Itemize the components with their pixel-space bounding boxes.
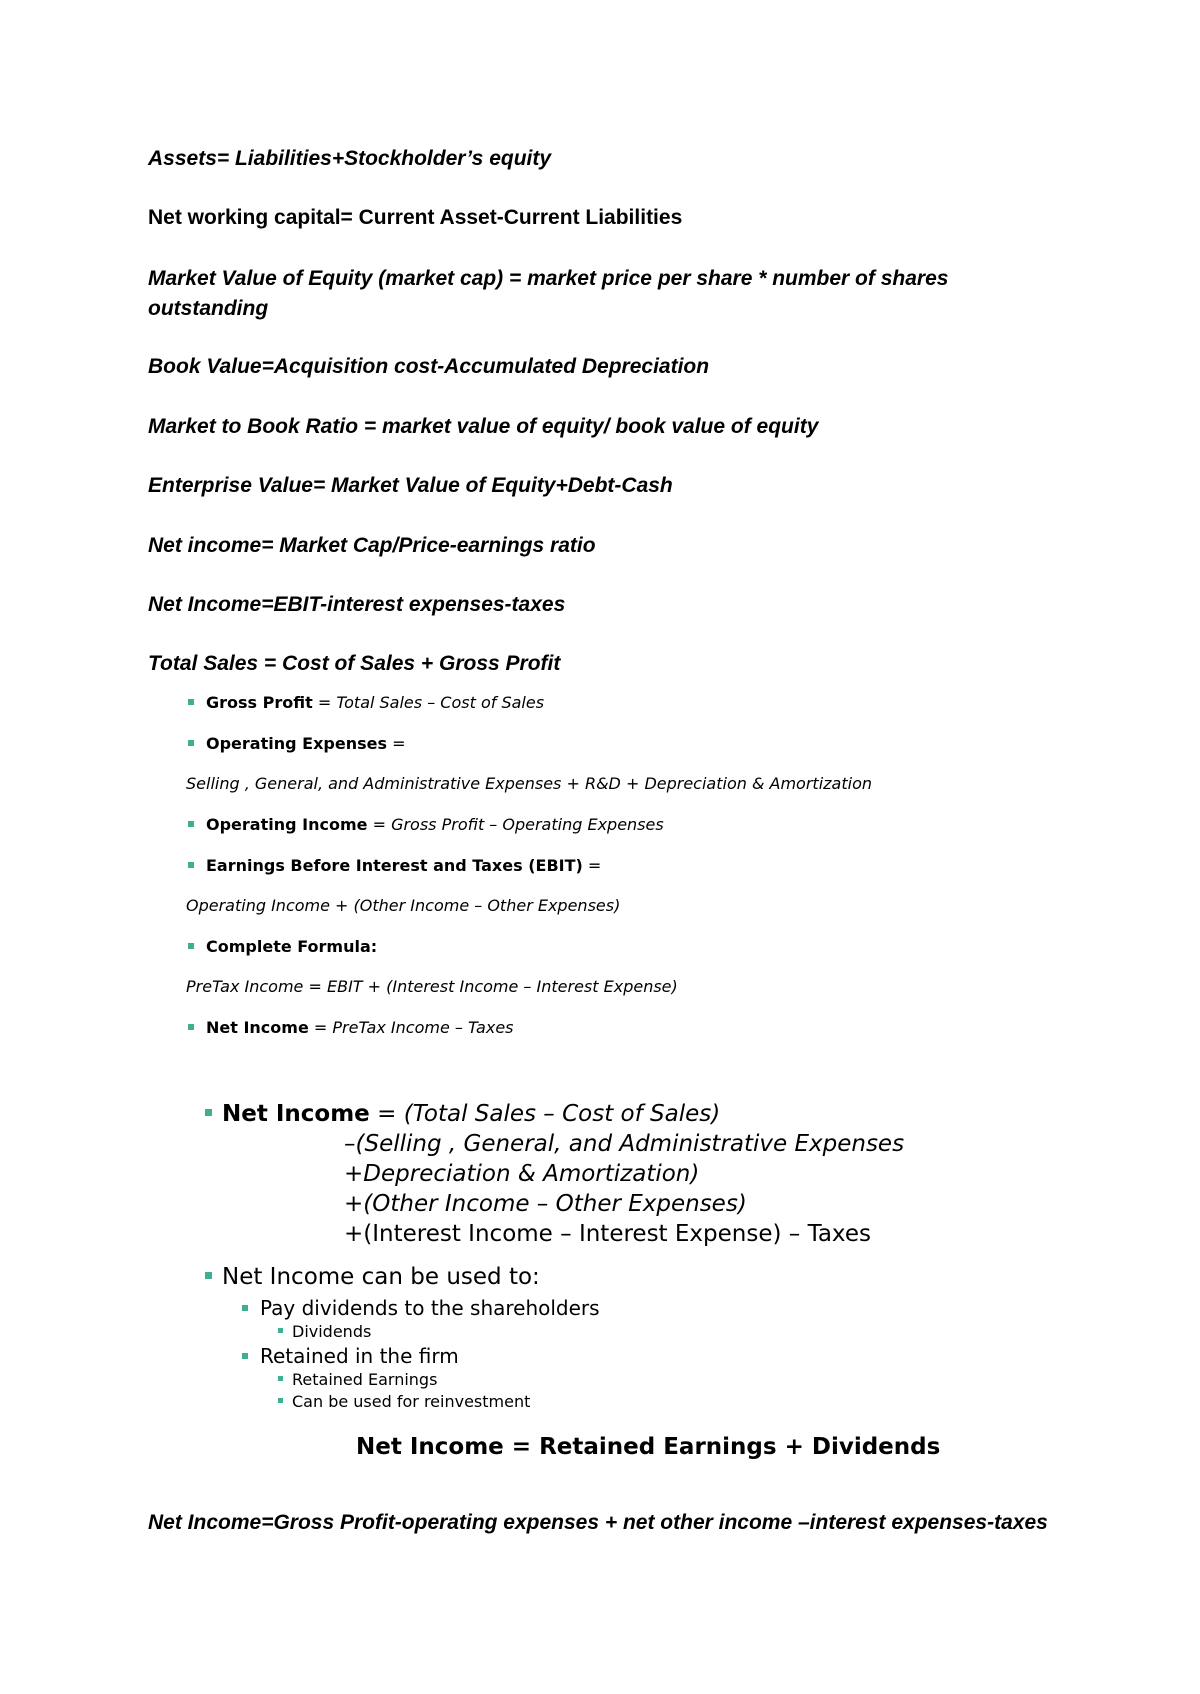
summary-equation: Net Income = Retained Earnings + Dividends (356, 1434, 941, 1460)
bullet-icon (242, 1305, 248, 1311)
formula-market-to-book: Market to Book Ratio = market value of equity/ book value of equity (148, 415, 819, 438)
uses-subitem-dividends: Dividends (278, 1321, 371, 1343)
formula-book-value: Book Value=Acquisition cost-Accumulated Depreciation (148, 355, 710, 378)
list-item-gross-profit: Gross Profit = Total Sales – Cost of Sales (188, 692, 544, 714)
uses-subitem-reinvestment: Can be used for reinvestment (278, 1391, 530, 1413)
list-item-net-income: Net Income = PreTax Income – Taxes (188, 1017, 514, 1039)
pretax-income-definition: PreTax Income = EBIT + (Interest Income – Interest Expense) (186, 977, 678, 996)
bullet-icon (188, 740, 194, 746)
full-net-income-formula: Net Income = (Total Sales – Cost of Sales) (205, 1099, 720, 1129)
formula-market-value-equity: Market Value of Equity (market cap) = market price per share * number of shares outstanding (148, 267, 949, 320)
bullet-icon (278, 1328, 283, 1333)
uses-item-dividends: Pay dividends to the shareholders (242, 1295, 600, 1321)
formula-total-sales: Total Sales = Cost of Sales + Gross Profit (148, 652, 561, 675)
bullet-icon (278, 1376, 283, 1381)
list-item-operating-income: Operating Income = Gross Profit – Operating Expenses (188, 814, 664, 836)
bullet-icon (205, 1272, 212, 1279)
list-item-ebit: Earnings Before Interest and Taxes (EBIT) = (188, 855, 601, 877)
bullet-icon (242, 1353, 248, 1359)
bullet-icon (188, 1024, 194, 1030)
bullet-icon (188, 699, 194, 705)
formula-net-income-gross-profit: Net Income=Gross Profit-operating expenses + net other income –interest expenses-taxes (148, 1511, 1048, 1534)
bullet-icon (188, 943, 194, 949)
list-item-operating-expenses: Operating Expenses = (188, 733, 405, 755)
uses-item-retained: Retained in the firm (242, 1343, 459, 1369)
full-formula-line-5: +(Interest Income – Interest Expense) – Taxes (344, 1221, 871, 1247)
full-formula-line-3: +Depreciation & Amortization) (344, 1161, 700, 1187)
formula-enterprise-value: Enterprise Value= Market Value of Equity+Debt-Cash (148, 474, 673, 497)
operating-expenses-definition: Selling , General, and Administrative Expenses + R&D + Depreciation & Amortization (186, 774, 872, 793)
uses-subitem-retained-earnings: Retained Earnings (278, 1369, 437, 1391)
ebit-definition: Operating Income + (Other Income – Other Expenses) (186, 896, 621, 915)
bullet-icon (188, 862, 194, 868)
list-item-complete-formula: Complete Formula: (188, 936, 377, 958)
formula-net-income-pe: Net income= Market Cap/Price-earnings ratio (148, 534, 596, 557)
formula-assets: Assets= Liabilities+Stockholder’s equity (148, 147, 552, 170)
formula-net-income-ebit: Net Income=EBIT-interest expenses-taxes (148, 593, 566, 616)
bullet-icon (278, 1398, 283, 1403)
full-formula-line-4: +(Other Income – Other Expenses) (344, 1191, 747, 1217)
uses-heading: Net Income can be used to: (205, 1262, 540, 1292)
bullet-icon (188, 821, 194, 827)
bullet-icon (205, 1109, 212, 1116)
full-formula-line-2: –(Selling , General, and Administrative Expenses (344, 1131, 905, 1157)
formula-net-working-capital: Net working capital= Current Asset-Current Liabilities (148, 206, 683, 229)
